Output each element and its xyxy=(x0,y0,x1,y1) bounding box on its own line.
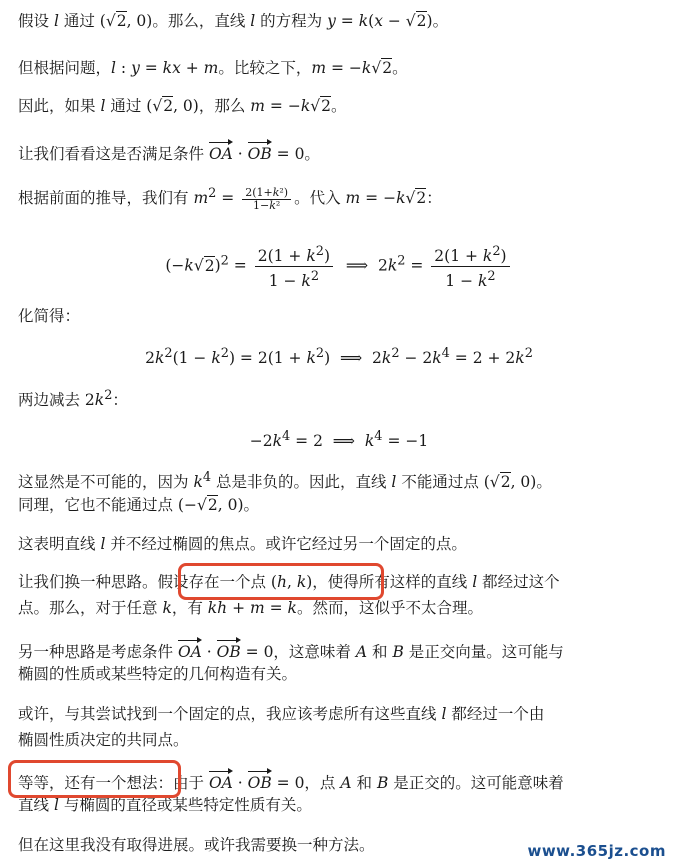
paragraph-line-12a: 或许，与其尝试找到一个固定的点，我应该考虑所有这些直线 l 都经过一个由 xyxy=(18,705,545,723)
paragraph-line-12b: 椭圆性质决定的共同点。 xyxy=(18,731,189,749)
equation-2: $2k^2(1 - k^2) = 2(1 + k^2)$ ⟹ $2k^2 - 2k^4 = 2 + 2k^2$ xyxy=(145,346,533,368)
paragraph-line-9: 这表明直线 l 并不经过椭圆的焦点。或许它经过另一个固定的点。 xyxy=(18,535,467,553)
paragraph-line-13a: 等等，还有一个想法：由于 OA · OB = 0，点 A 和 B 是正交的。这可能意味着 xyxy=(18,768,668,794)
paragraph-line-2: 但根据问题，l : y = kx + m。比较之下，m = −k√2。 xyxy=(18,59,408,77)
paragraph-line-13b: 直线 l 与椭圆的直径或某些特定性质有关。 xyxy=(18,796,312,814)
paragraph-line-4: 让我们看看这是否满足条件 OA · OB = 0。 xyxy=(18,139,668,165)
paragraph-line-8b: 同理，它也不能通过点 (−√2, 0)。 xyxy=(18,496,259,514)
equation-3: $-2k^4 = 2$ ⟹ $k^4 = -1$ xyxy=(249,429,429,451)
paragraph-line-8a: 这显然是不可能的，因为 $k^4$ 总是非负的。因此，直线 l 不能通过点 (√2, 0)。 xyxy=(18,470,552,492)
equation-1: $(-k√2)^2$ = $\frac{2(1 + k^2)}{1 - k^2}$ ⟹ $2k^2$ = $\frac{2(1 + k^2)}{1 - k^2}$ xyxy=(0,242,678,291)
highlight-box-hypothesis xyxy=(178,563,384,600)
highlight-box-another-idea xyxy=(8,760,181,798)
paragraph-line-6: 化简得： xyxy=(18,307,81,325)
paragraph-line-7: 两边减去 $2k^2$： xyxy=(18,388,128,410)
paragraph-line-14: 但在这里我没有取得进展。或许我需要换一种方法。 xyxy=(18,836,375,854)
paragraph-line-11a: 另一种思路是考虑条件 OA · OB = 0，这意味着 A 和 B 是正交向量。这可能与 xyxy=(18,637,668,663)
paragraph-line-10a: 让我们换一种思路。假设存在一个点 (h, k)，使得所有这样的直线 l 都经过这个 xyxy=(18,573,560,591)
paragraph-line-10b: 点。那么，对于任意 k，有 kh + m = k。然而，这似乎不太合理。 xyxy=(18,599,483,617)
watermark: www.365jz.com xyxy=(527,842,666,860)
paragraph-line-3: 因此，如果 l 通过 (√2, 0)，那么 m = −k√2。 xyxy=(18,97,347,115)
paragraph-line-11b: 椭圆的性质或某些特定的几何构造有关。 xyxy=(18,665,298,683)
paragraph-line-5: 根据前面的推导，我们有 $m^2$ = $\frac{\text{2(1+k²)}}{\text{1−k²}}$ 。代入 m = −k√2： xyxy=(18,185,442,212)
paragraph-line-1: 假设 l 通过 (√2, 0)。那么，直线 l 的方程为 y = k(x − √2)。 xyxy=(18,12,449,30)
